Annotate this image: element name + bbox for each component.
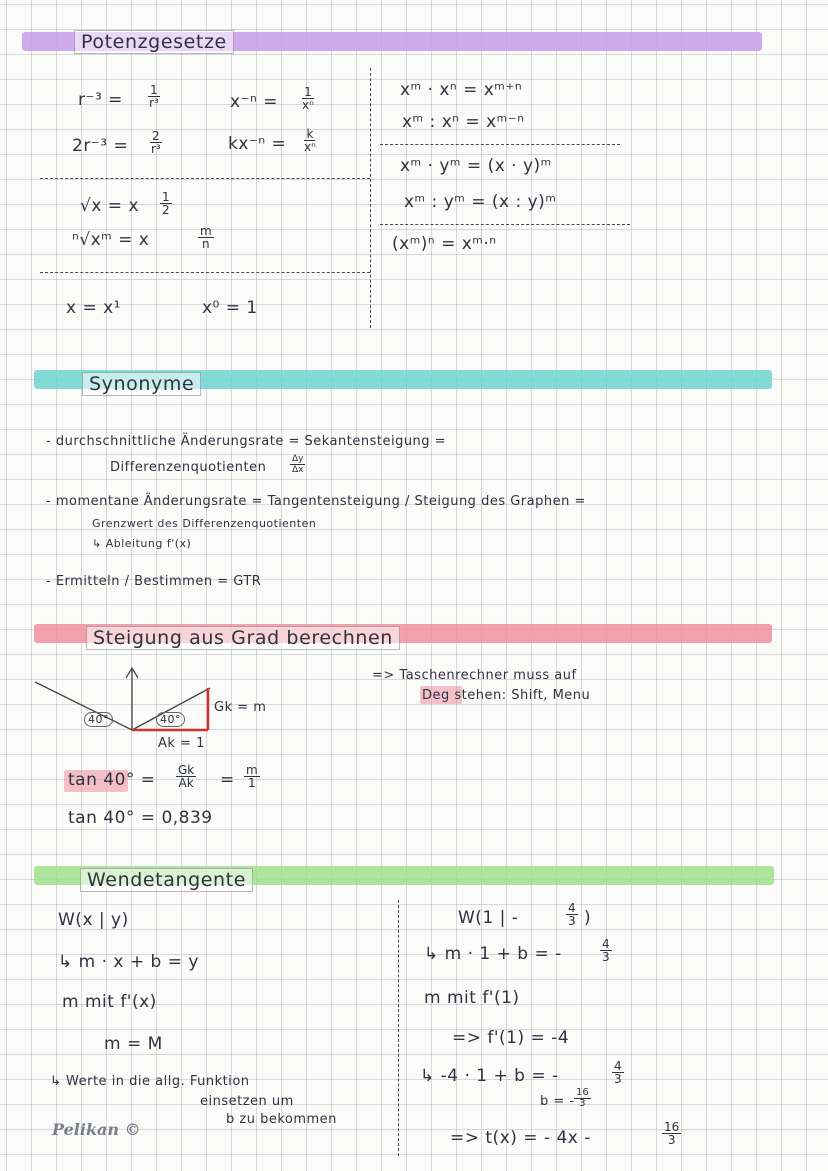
formula-x-pow-1: x = x¹ [66, 298, 121, 318]
fraction-dy-dx: $\frac{\Delta y}{\Delta x}$ [292, 454, 304, 475]
wende-right-line-4: => f'(1) = -4 [452, 1028, 570, 1048]
formula-tan: tan 40° = [68, 770, 156, 790]
formula-x-pow-0: x⁰ = 1 [202, 298, 258, 318]
wende-right-line-1: W(1 | - [458, 908, 519, 928]
synonym-line-1: - durchschnittliche Änderungsrate = Sekantensteigung = [46, 434, 447, 449]
formula-sqrt1: √x = x [80, 196, 140, 216]
wende-right-line-3: m mit f'(1) [424, 988, 520, 1008]
equals-sign: = [220, 770, 235, 790]
synonym-line-3: - Ermitteln / Bestimmen = GTR [46, 574, 262, 589]
wende-left-line-6: einsetzen um [200, 1094, 294, 1109]
heading-wendetangente: Wendetangente [80, 868, 253, 892]
wende-right-line-5: ↳ -4 · 1 + b = - [420, 1066, 559, 1086]
fraction-r2: $\frac{2}{\text{r³}}$ [150, 129, 161, 156]
fraction-r6: $\frac{16}{3}$ [576, 1087, 589, 1109]
divider-vertical [398, 900, 399, 1156]
wende-right-line-7: => t(x) = - 4x - [450, 1128, 591, 1148]
wende-right-line-6: b = - [540, 1094, 575, 1109]
divider-dashed [380, 224, 630, 225]
fraction-x2: $\frac{k}{\text{xⁿ}}$ [304, 127, 316, 154]
wende-left-line-4: m = M [104, 1034, 163, 1054]
angle-label-right: 40° [156, 712, 185, 727]
calculator-note-1: => Taschenrechner muss auf [372, 668, 577, 683]
fraction-r7: $\frac{16}{3}$ [664, 1120, 680, 1147]
formula-r2: 2r⁻³ = [72, 136, 129, 156]
pelikan-logo-icon: © [119, 1120, 141, 1139]
fraction-r1: $\frac{4}{3}$ [568, 901, 576, 928]
fraction-r1: $\frac{1}{\text{r³}}$ [148, 83, 159, 110]
synonym-line-2c: ↳ Ableitung f'(x) [92, 537, 192, 550]
fraction-sqrt1: $\frac{1}{2}$ [162, 190, 170, 217]
slope-line-left [35, 682, 132, 730]
formula-x2: kx⁻ⁿ = [228, 134, 287, 154]
heading-synonyme: Synonyme [82, 372, 201, 396]
rule-quotient-base: xᵐ : yᵐ = (x : y)ᵐ [404, 192, 557, 212]
fraction-r5: $\frac{4}{3}$ [614, 1059, 622, 1086]
calculator-note-2: Deg stehen: Shift, Menu [422, 688, 591, 703]
rule-quotient: xᵐ : xⁿ = xᵐ⁻ⁿ [402, 112, 525, 132]
label-gk: Gk = m [214, 700, 267, 715]
label-ak: Ak = 1 [158, 736, 205, 751]
formula-r1: r⁻³ = [78, 90, 123, 110]
synonym-line-2b: Grenzwert des Differenzenquotienten [92, 517, 317, 530]
wende-left-line-3: m mit f'(x) [62, 992, 157, 1012]
synonym-line-1b: Differenzenquotienten [110, 460, 267, 475]
wende-left-line-1: W(x | y) [58, 910, 129, 930]
wende-left-line-2: ↳ m · x + b = y [58, 952, 199, 972]
fraction-sqrt2: $\frac{m}{n}$ [200, 224, 212, 251]
rule-power: (xᵐ)ⁿ = xᵐ·ⁿ [392, 234, 497, 254]
fraction-m-1: $\frac{m}{1}$ [246, 763, 258, 790]
wende-right-line-1-end: ) [584, 908, 592, 928]
divider-dashed [380, 144, 620, 145]
wende-right-line-2: ↳ m · 1 + b = - [424, 944, 562, 964]
divider-vertical [370, 68, 371, 328]
formula-sqrt2: ⁿ√xᵐ = x [72, 230, 150, 250]
divider-dashed [40, 272, 370, 273]
divider-dashed [40, 178, 370, 179]
synonym-line-2: - momentane Änderungsrate = Tangentensteigung / Steigung des Graphen = [46, 494, 586, 509]
pelikan-logo-text: Pelikan [52, 1120, 120, 1139]
fraction-gk-ak: $\frac{Gk}{Ak}$ [178, 763, 195, 790]
wende-left-line-7: b zu bekommen [226, 1112, 337, 1127]
formula-x1: x⁻ⁿ = [230, 92, 278, 112]
fraction-r2: $\frac{4}{3}$ [602, 937, 610, 964]
pelikan-logo [52, 1120, 141, 1139]
formula-tan-value: tan 40° = 0,839 [68, 808, 213, 828]
rule-product: xᵐ · xⁿ = xᵐ⁺ⁿ [400, 80, 523, 100]
rule-product-base: xᵐ · yᵐ = (x · y)ᵐ [400, 156, 552, 176]
angle-label-left: 40° [84, 712, 113, 727]
heading-steigung: Steigung aus Grad berechnen [86, 626, 400, 650]
fraction-x1: $\frac{1}{\text{xⁿ}}$ [302, 85, 314, 112]
wende-left-line-5: ↳ Werte in die allg. Funktion [50, 1074, 250, 1089]
heading-potenzgesetze: Potenzgesetze [74, 30, 234, 54]
